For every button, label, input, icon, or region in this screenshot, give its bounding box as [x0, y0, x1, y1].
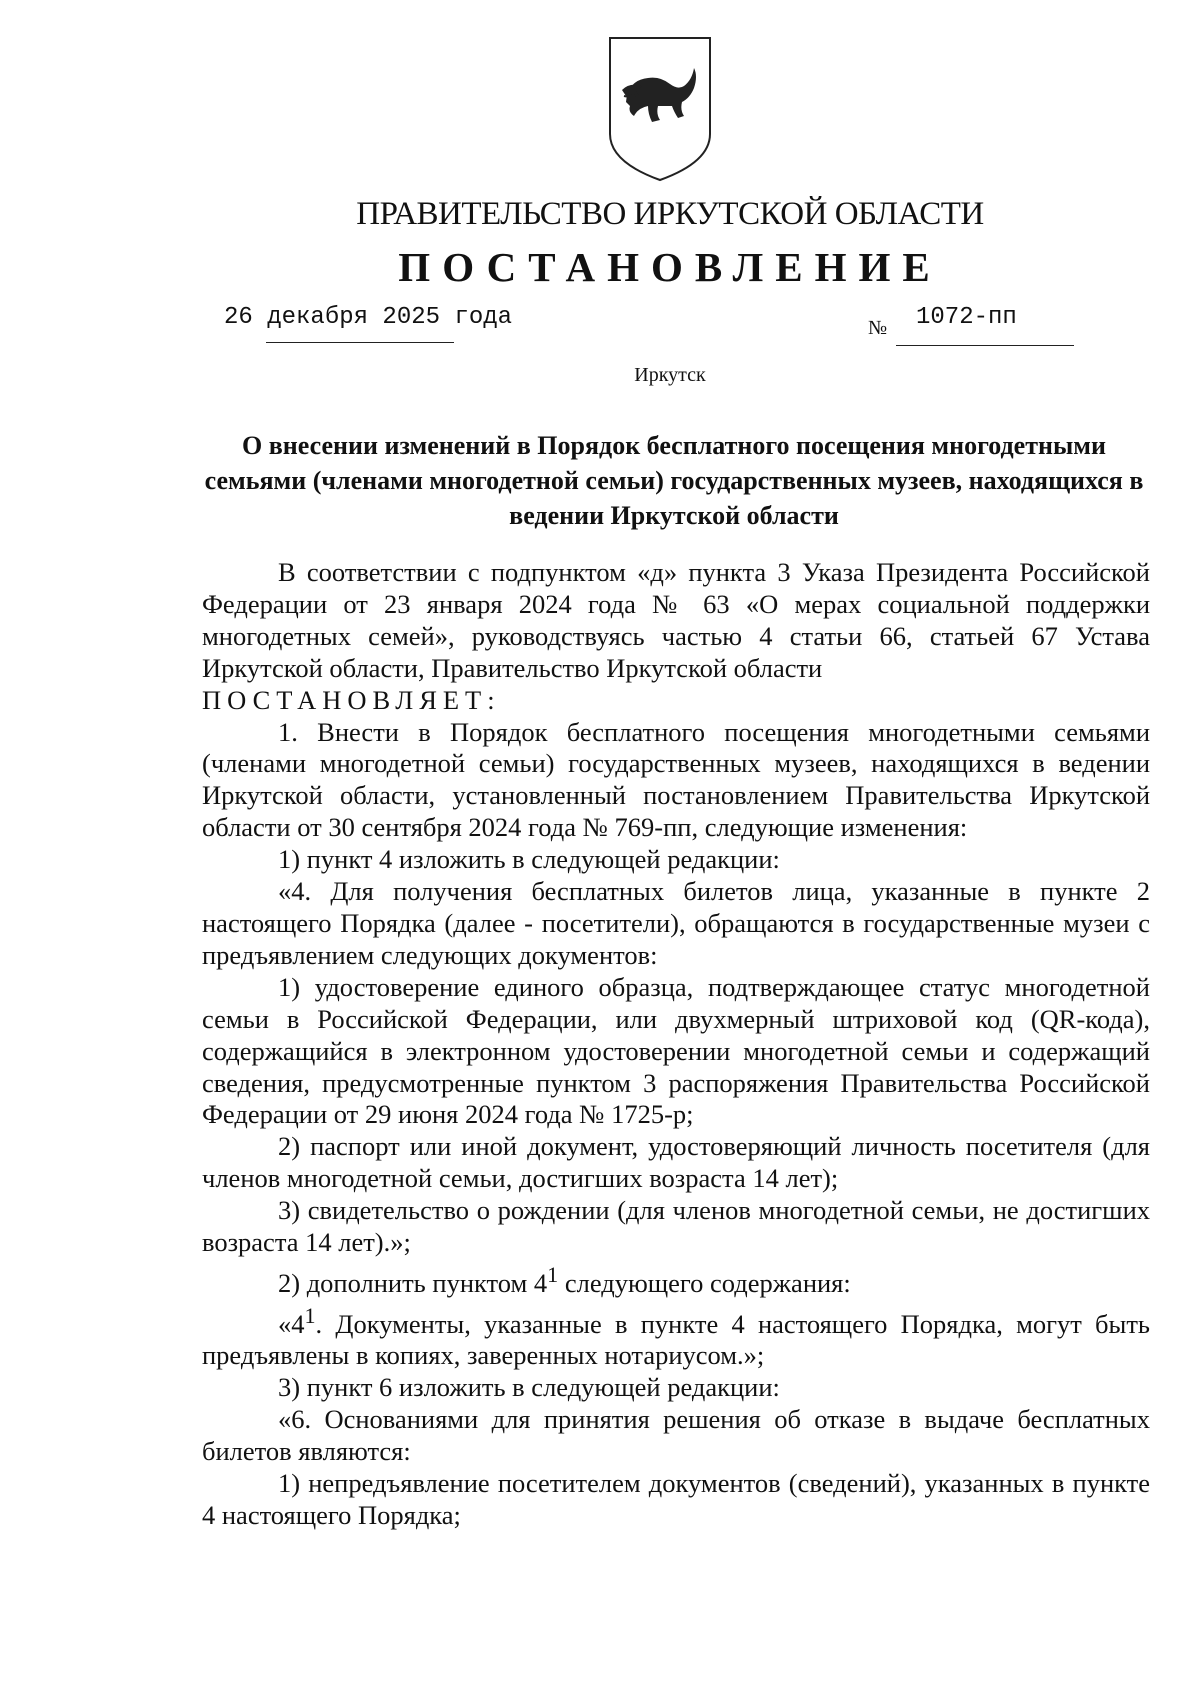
paragraph-7 — [202, 1259, 1150, 1300]
paragraph-6: 3) свидетельство о рождении (для членов многодетной семьи, не достигших возраста 14 лет).»; — [202, 1195, 1150, 1258]
paragraph-1: 1. Внести в Порядок бесплатного посещения многодетными семьями (членами многодетной семьи) государственных музеев, находящихся в ведении Иркутской области, установленный постановлением Правительства Иркутской области от 30 сентября 2024 года № 769-пп, следующие изменения: — [202, 716, 1150, 843]
government-name: ПРАВИТЕЛЬСТВО ИРКУТСКОЙ ОБЛАСТИ — [356, 196, 984, 232]
document-date: 26 декабря 2025 года — [224, 304, 513, 331]
coat-of-arms-icon — [608, 36, 712, 182]
paragraph-10: «6. Основаниями для принятия решения об отказе в выдаче бесплатных билетов являются: — [202, 1404, 1150, 1467]
resolves-heading: ПОСТАНОВЛЯЕТ: — [202, 684, 501, 715]
paragraph-7-text-end: следующего содержания: — [558, 1267, 851, 1298]
paragraph-9: 3) пункт 6 изложить в следующей редакции: — [278, 1372, 780, 1403]
paragraph-8-superscript: 1 — [304, 1302, 316, 1328]
paragraph-5: 2) паспорт или иной документ, удостоверяющий личность посетителя (для членов многодетной семьи, достигших возраста 14 лет); — [202, 1131, 1150, 1194]
paragraph-8-text: «4 — [278, 1308, 305, 1339]
paragraph-4: 1) удостоверение единого образца, подтверждающее статус многодетной семьи в Российской Федерации, или двухмерный штриховой код (QR-кода), содержащийся в электронном удостоверении многодетной семьи и содержащий сведения, предусмотренные пунктом 3 распоряжения Правительства Российской Федерации от 29 июня 2024 года № 1725-р; — [202, 971, 1150, 1130]
paragraph-3: «4. Для получения бесплатных билетов лица, указанные в пункте 2 настоящего Порядка (далее - посетители), обращаются в государственные музеи с предъявлением следующих документов: — [202, 876, 1150, 970]
document-type: ПОСТАНОВЛЕНИЕ — [398, 244, 942, 290]
number-sign: № — [868, 317, 888, 339]
paragraph-2: 1) пункт 4 изложить в следующей редакции: — [278, 844, 780, 875]
paragraph-11: 1) непредъявление посетителем документов (сведений), указанных в пункте 4 настоящего Порядка; — [202, 1468, 1150, 1530]
document-number: 1072-пп — [916, 304, 1017, 331]
paragraph-8 — [202, 1300, 1150, 1373]
paragraph-7-superscript: 1 — [547, 1261, 559, 1287]
paragraph-8-text-end: . Документы, указанные в пункте 4 настоящего Порядка, могут быть предъявлены в копиях, заверенных нотариусом.»; — [202, 1308, 1150, 1371]
city: Иркутск — [634, 364, 706, 386]
number-underline — [896, 345, 1074, 346]
document-body — [202, 557, 1150, 1532]
preamble: В соответствии с подпунктом «д» пункта 3 Указа Президента Российской Федерации от 23 января 2024 года № 63 «О мерах социальной поддержки многодетных семей», руководствуясь частью 4 статьи 66, статьей 67 Устава Иркутской области, Правительство Иркутской области — [202, 557, 1150, 683]
document-title: О внесении изменений в Порядок бесплатного посещения многодетными семьями (членами многодетной семьи) государственных музеев, находящихся в ведении Иркутской области — [204, 431, 1144, 530]
date-underline — [266, 342, 454, 343]
paragraph-7-text: 2) дополнить пунктом 4 — [278, 1267, 548, 1298]
